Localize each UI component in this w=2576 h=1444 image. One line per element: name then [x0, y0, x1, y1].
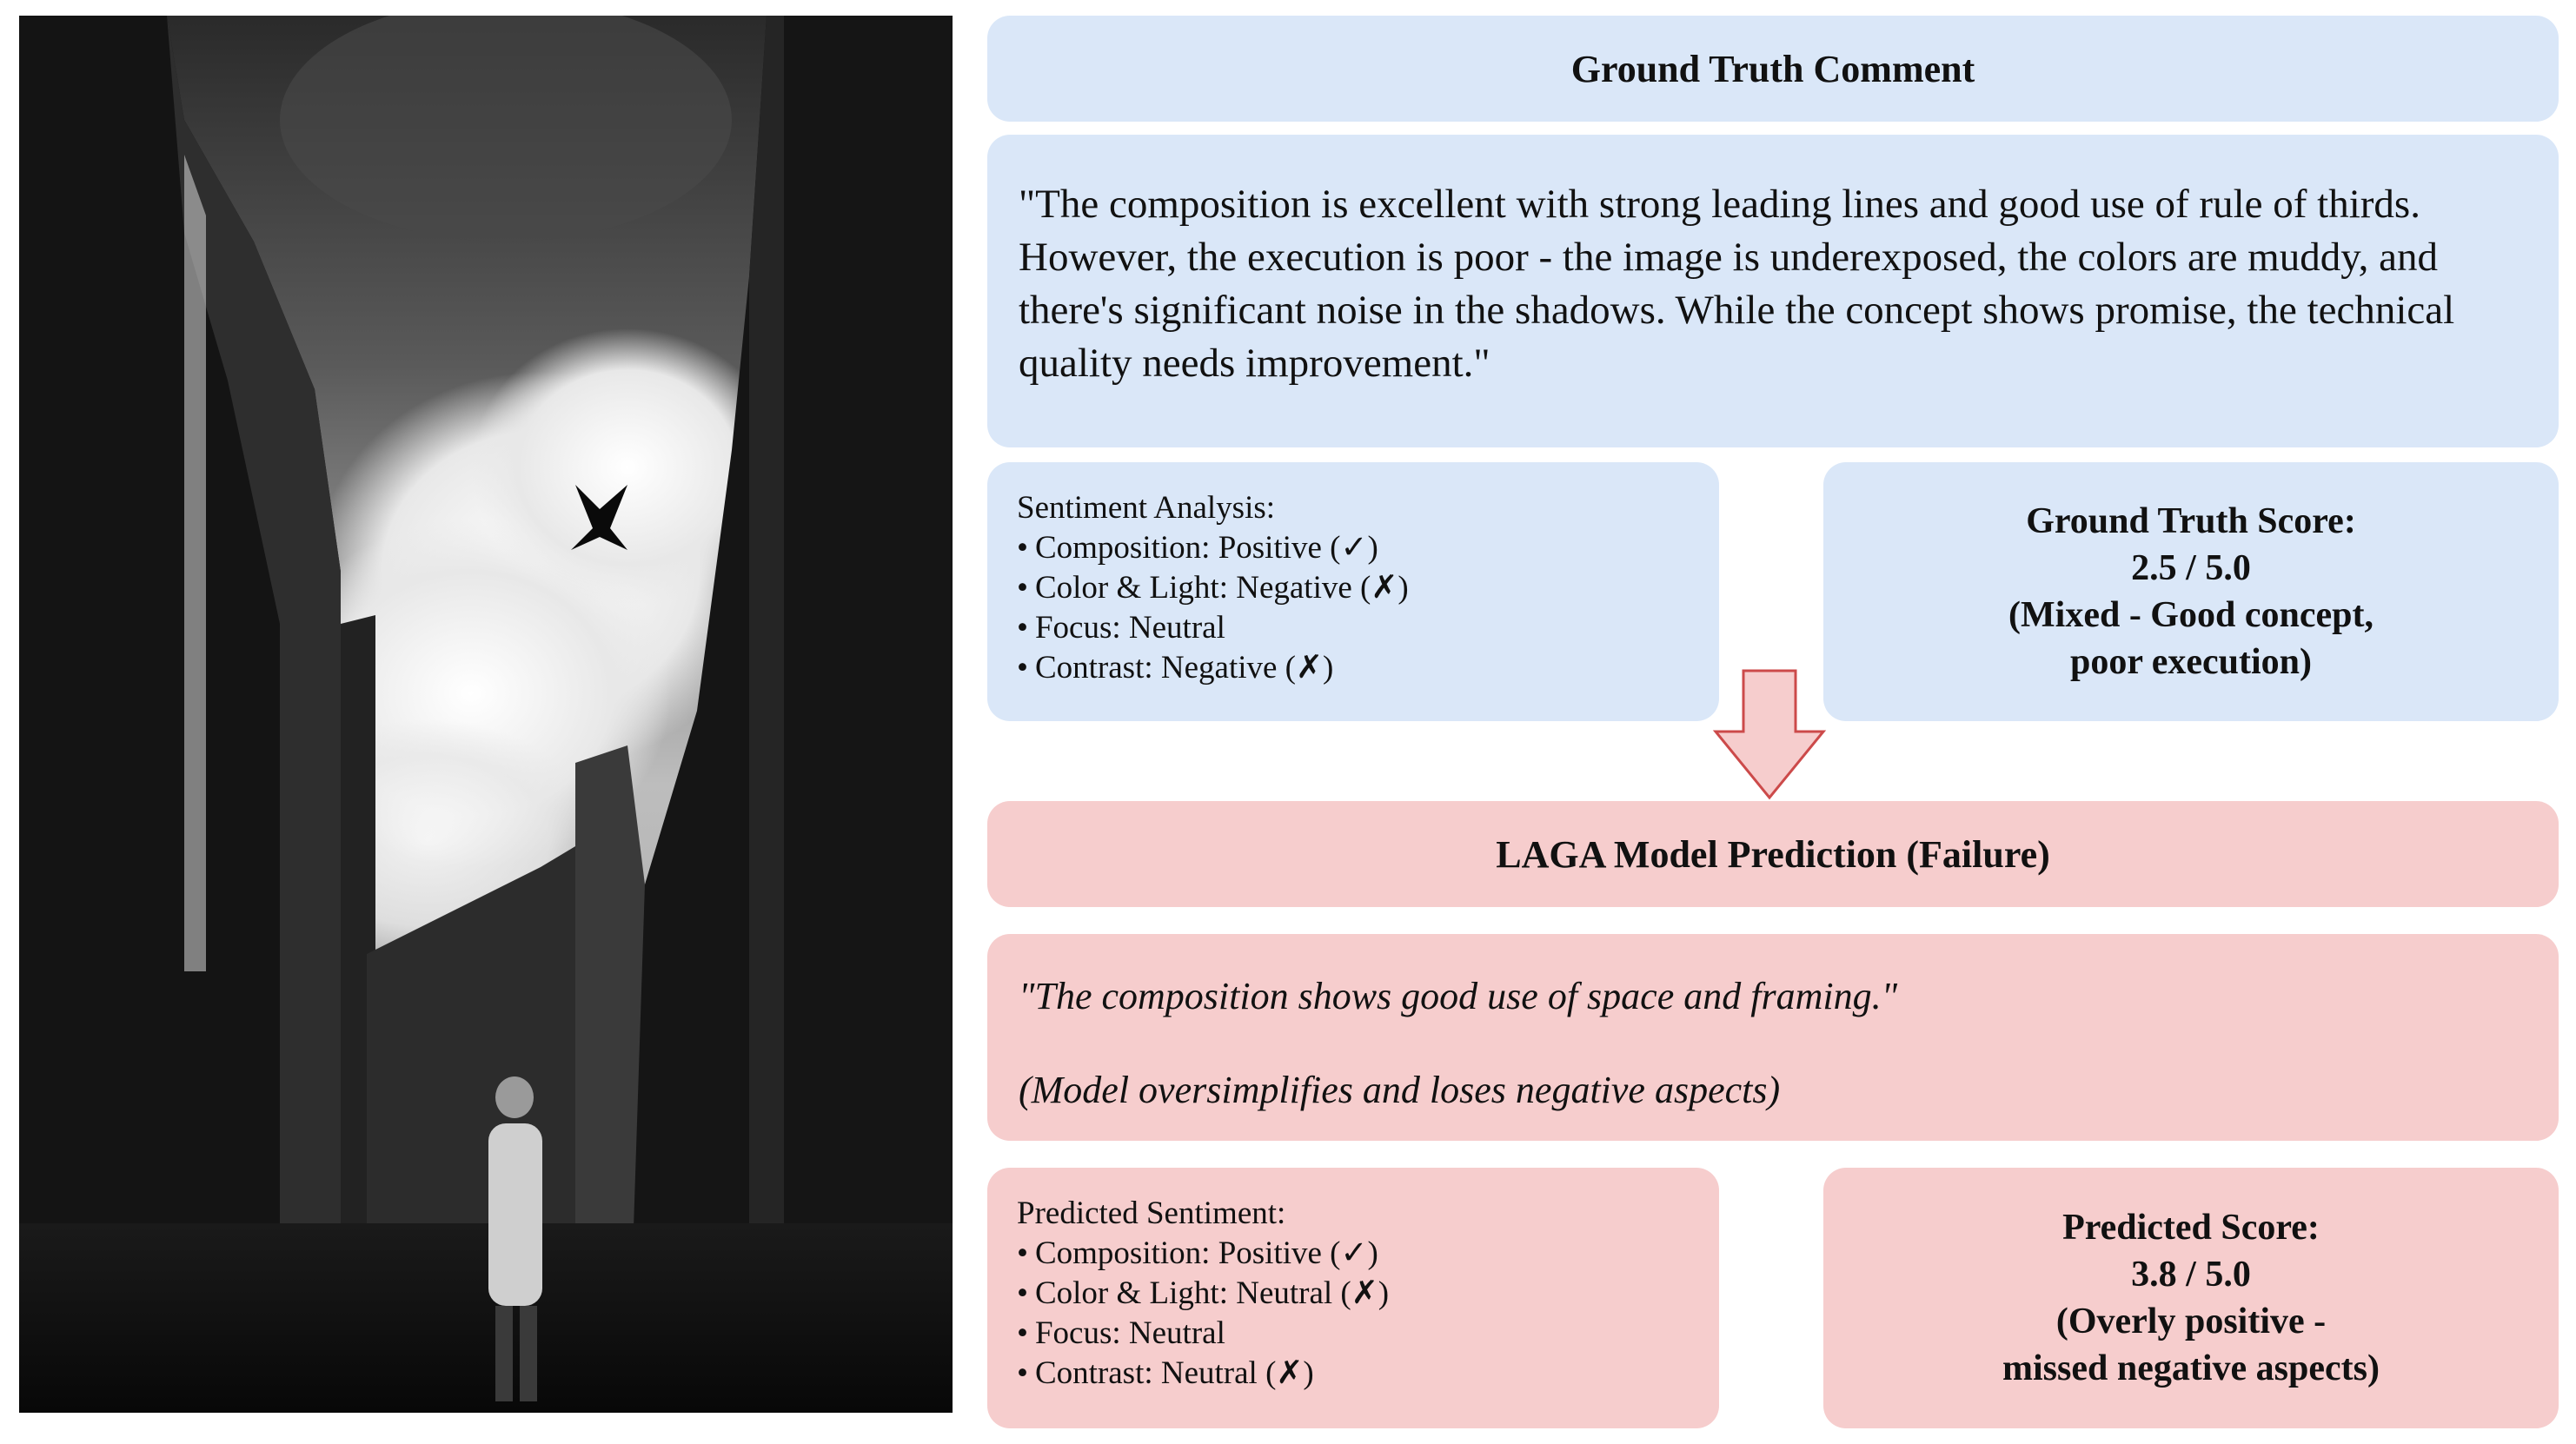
- score-value: 2.5 / 5.0: [2131, 548, 2251, 588]
- score-note: missed negative aspects): [2002, 1348, 2380, 1388]
- sentiment-item: [1017, 568, 1690, 608]
- sentiment-item: [1017, 648, 1690, 688]
- score-note: (Overly positive -: [2055, 1302, 2327, 1341]
- ground-truth-title-box: [987, 16, 2559, 122]
- sentiment-item: [1017, 608, 1690, 648]
- prediction-comment-text: "The composition shows good use of space and framing.": [1019, 975, 1898, 1017]
- bullet: •: [1017, 650, 1028, 686]
- bullet: •: [1017, 1275, 1028, 1311]
- predicted-sentiment-box: [987, 1168, 1719, 1428]
- sentiment-title: Sentiment Analysis:: [1017, 490, 1276, 526]
- bullet: •: [1017, 570, 1028, 606]
- sentiment-item-text: Focus: Neutral: [1034, 1315, 1225, 1351]
- ground-truth-comment-text: "The composition is excellent with strong leading lines and good use of rule of thirds. However, the execution is poor - the image is underexposed, the colors are muddy, and there's significant noise in the shadows. While the concept shows promise, the technical quality needs improvement.": [1019, 182, 2455, 386]
- sentiment-item: [1017, 1274, 1690, 1314]
- sentiment-item: [1017, 528, 1690, 568]
- score-label: Predicted Score:: [2062, 1208, 2320, 1248]
- ground-truth-title: Ground Truth Comment: [1570, 47, 1975, 90]
- sentiment-item-text: Contrast: Negative (✗): [1034, 650, 1334, 686]
- bullet: •: [1017, 530, 1028, 566]
- sentiment-item: [1017, 1234, 1690, 1274]
- prediction-note-text: (Model oversimplifies and loses negative aspects): [1019, 1069, 1781, 1111]
- ground-truth-comment-box: [987, 135, 2559, 447]
- prediction-title-box: [987, 801, 2559, 907]
- prediction-title: LAGA Model Prediction (Failure): [1496, 832, 2050, 876]
- sentiment-item-text: Composition: Positive (✓): [1034, 1235, 1378, 1271]
- prediction-comment-box: [987, 934, 2559, 1141]
- bullet: •: [1017, 1315, 1028, 1351]
- street-photo: [19, 16, 953, 1413]
- sentiment-item: [1017, 1354, 1690, 1394]
- predicted-score-box: [1823, 1168, 2559, 1428]
- sentiment-item: [1017, 1314, 1690, 1354]
- score-note: poor execution): [2069, 642, 2313, 682]
- ground-truth-sentiment-box: [987, 462, 1719, 721]
- bullet: •: [1017, 1355, 1028, 1391]
- sentiment-item-text: Composition: Positive (✓): [1034, 530, 1378, 566]
- sentiment-item-text: Color & Light: Negative (✗): [1034, 570, 1409, 606]
- sentiment-title: Predicted Sentiment:: [1017, 1196, 1286, 1231]
- score-value: 3.8 / 5.0: [2131, 1255, 2251, 1295]
- bullet: •: [1017, 1235, 1028, 1271]
- down-arrow-icon: [1712, 669, 1827, 801]
- score-note: (Mixed - Good concept,: [2008, 595, 2374, 635]
- ground-truth-score-box: [1823, 462, 2559, 721]
- sentiment-item-text: Focus: Neutral: [1034, 610, 1225, 646]
- score-label: Ground Truth Score:: [2026, 501, 2356, 541]
- sentiment-item-text: Color & Light: Neutral (✗): [1034, 1275, 1390, 1311]
- bullet: •: [1017, 610, 1028, 646]
- sentiment-item-text: Contrast: Neutral (✗): [1034, 1355, 1314, 1391]
